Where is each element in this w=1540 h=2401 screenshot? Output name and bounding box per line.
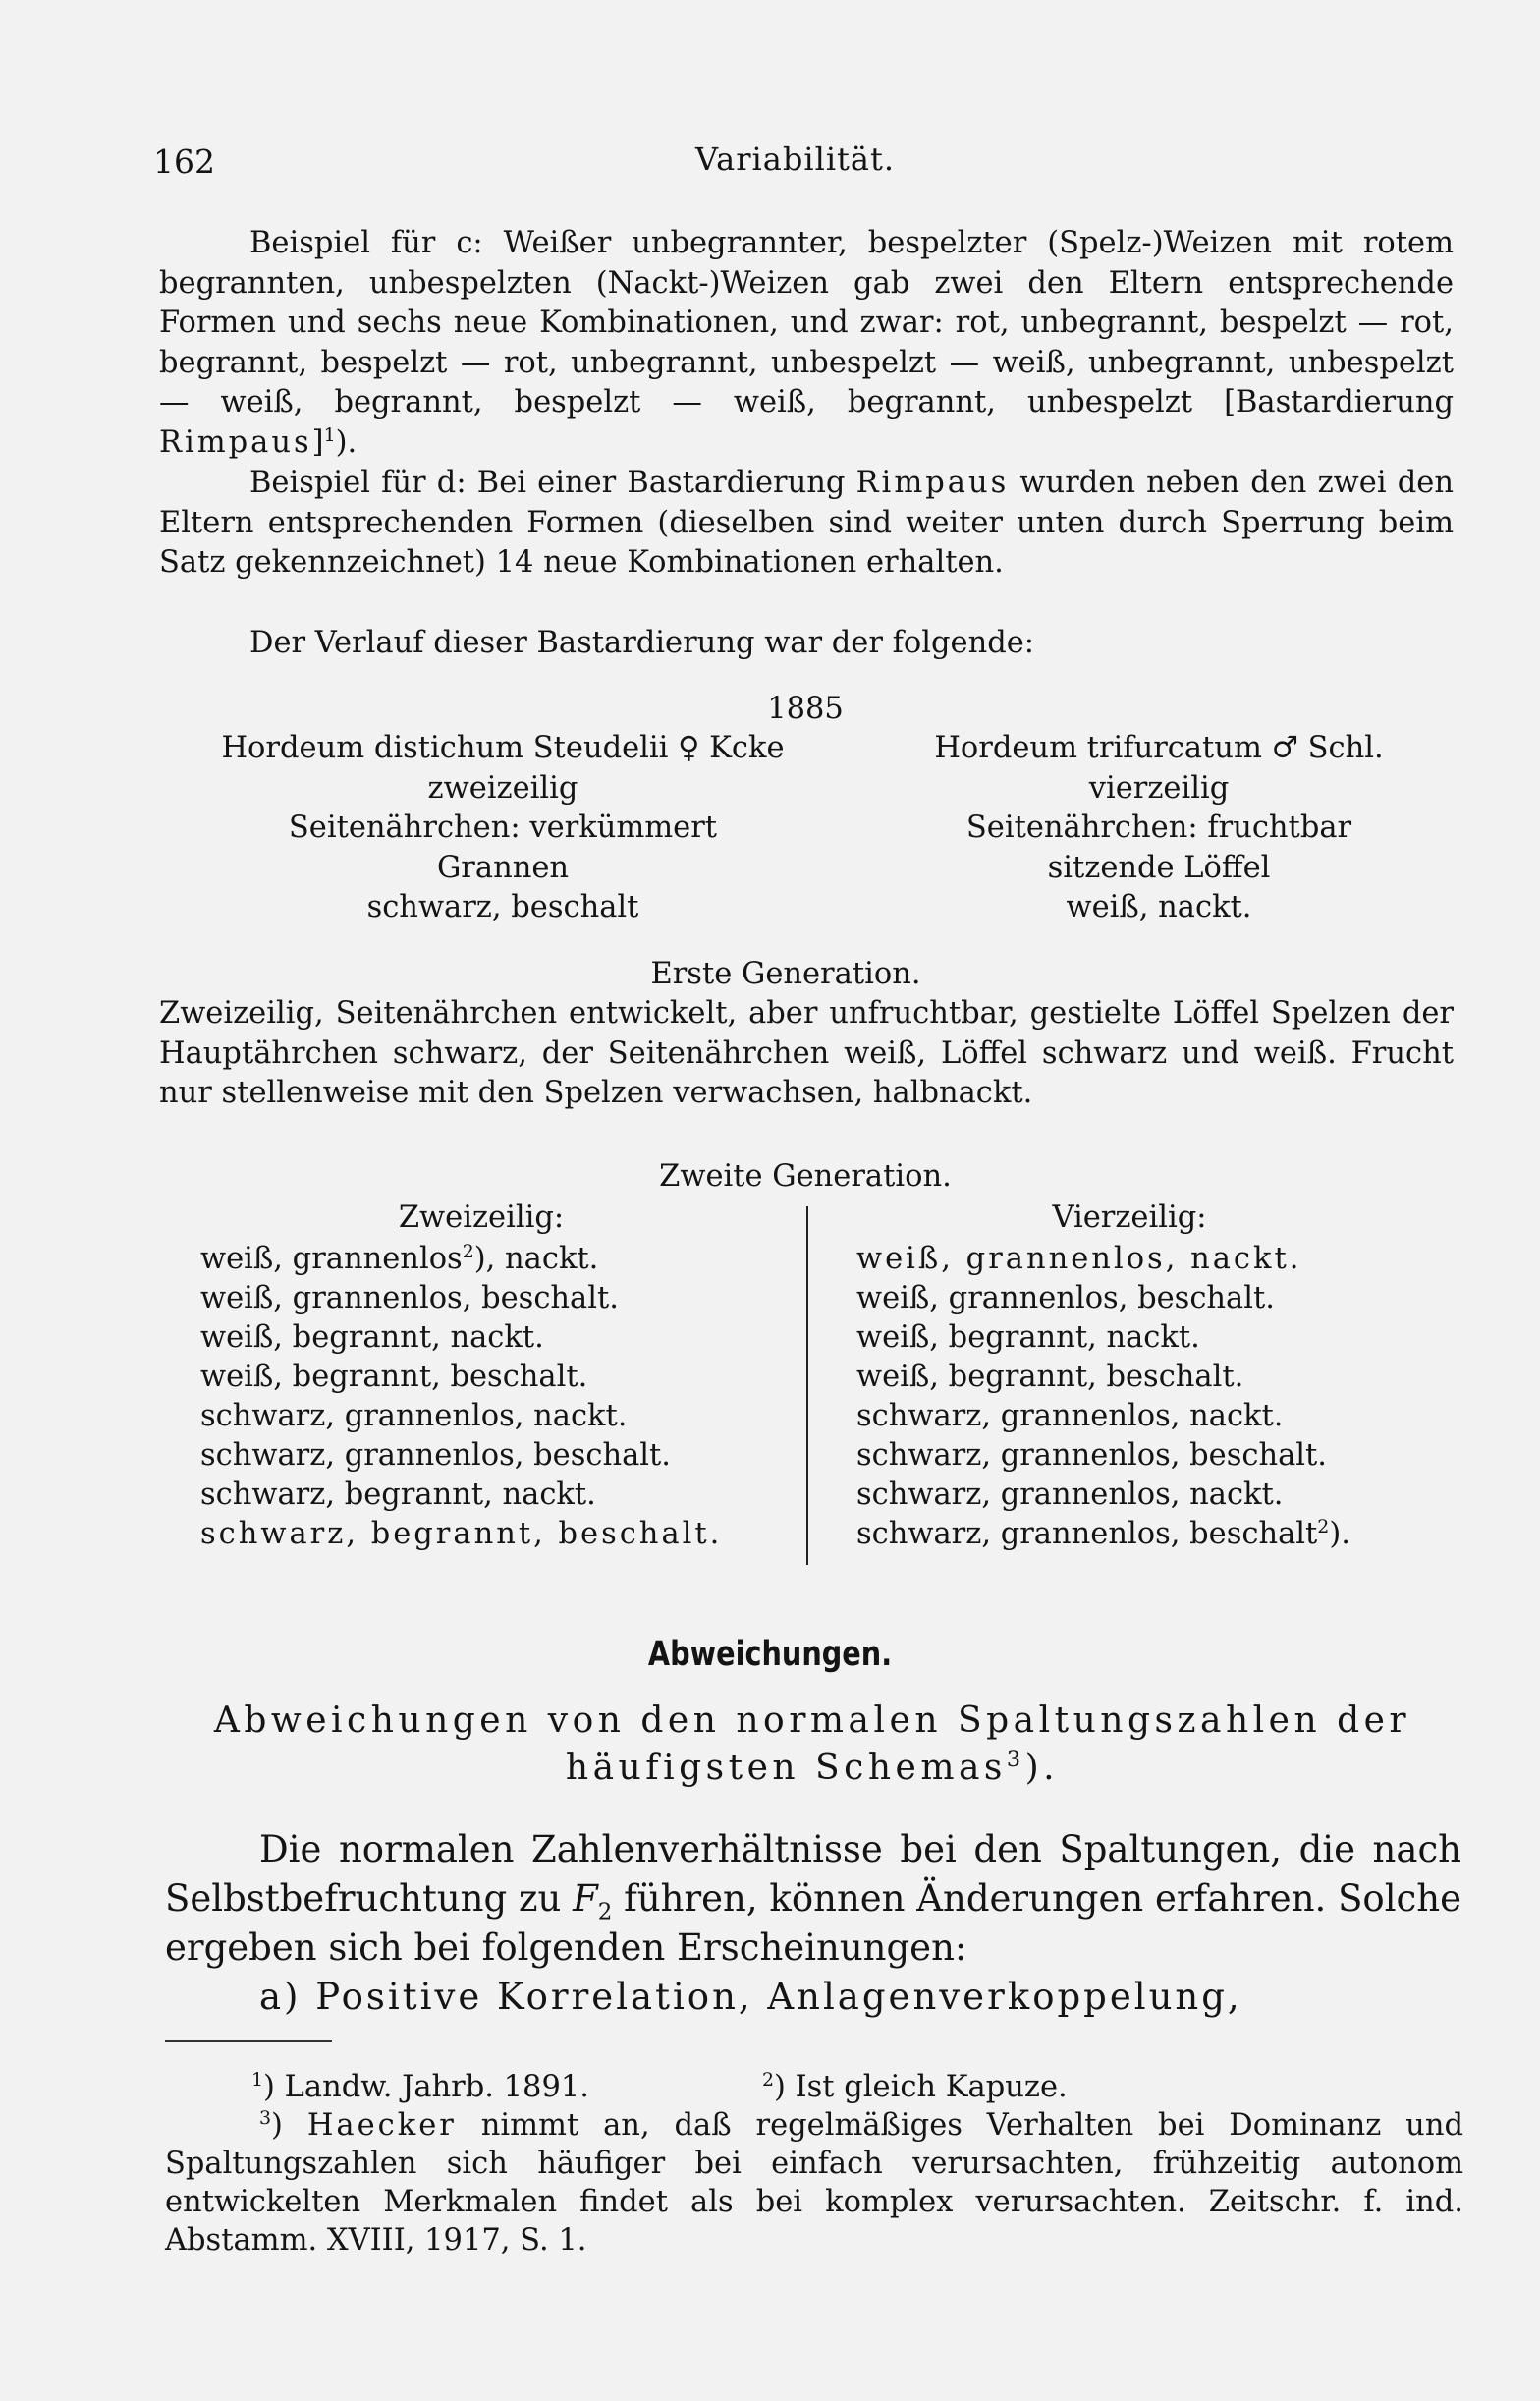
list-item [200, 1240, 722, 1279]
list-item: schwarz, grannenlos, nackt. [200, 1399, 628, 1433]
item-text: schwarz, grannenlos, beschalt [856, 1517, 1318, 1551]
author-name: Haecker [306, 2108, 457, 2143]
list-item: weiß, grannenlos, beschalt. [856, 1281, 1275, 1315]
paragraph-example-c [159, 224, 1454, 463]
item-tail: ). [1329, 1517, 1350, 1551]
example-d-text: Beispiel für d: Bei einer Bastardierung [249, 466, 856, 500]
list-item: schwarz, begrannt, nackt. [200, 1478, 596, 1512]
parent-line: Hordeum trifurcatum ♂ Schl. [934, 731, 1384, 765]
footnote-ref: 2 [1317, 1515, 1330, 1537]
footnote-rule [165, 2040, 332, 2042]
parent-line: zweizeilig [427, 770, 578, 806]
second-generation-heading: Zweite Generation. [659, 1159, 952, 1194]
parent-female [159, 729, 847, 928]
list-item: weiß, begrannt, beschalt. [200, 1360, 588, 1394]
vierzeilig-heading: Vierzeilig: [1052, 1200, 1207, 1235]
zweizeilig-heading: Zweizeilig: [398, 1200, 565, 1235]
text-tail: ). [335, 424, 358, 460]
list-item: weiß, grannenlos, beschalt. [200, 1281, 619, 1315]
body-text-2: führen, können Änderungen erfahren. Solche ergeben sich bei folgenden Erscheinungen: [165, 1877, 1461, 1969]
example-d-text-2: wurden neben den zwei den Eltern entsprechenden Formen (dieselben sind weiter unten durch Sperrung beim Satz gekennzeichnet) 14 neue Kombinationen erhalten. [159, 466, 1454, 580]
list-item: weiß, begrannt, beschalt. [856, 1360, 1244, 1394]
parent-line: schwarz, beschalt [366, 890, 639, 924]
footnote-ref: 3 [1006, 1747, 1025, 1772]
list-item: schwarz, grannenlos, nackt. [856, 1399, 1284, 1433]
page-number: 162 [153, 142, 215, 181]
footnote-mark: 1 [251, 2068, 264, 2091]
parent-line: weiß, nackt. [1066, 890, 1252, 924]
list-item-a: a) Positive Korrelation, Anlagenverkoppelung, [259, 1976, 1242, 2018]
list-item: schwarz, grannenlos, nackt. [856, 1478, 1284, 1512]
year: 1885 [767, 692, 844, 726]
subheading-tail: ). [1024, 1748, 1060, 1788]
footnote-ref: 2 [462, 1240, 474, 1262]
section-heading: Abweichungen. [647, 1635, 893, 1674]
section-subheading [159, 1698, 1465, 1792]
f2-subscript: 2 [597, 1899, 613, 1926]
item-text: weiß, grannenlos [200, 1242, 463, 1276]
list-item: weiß, grannenlos, nackt. [856, 1242, 1302, 1276]
author-name: Rimpaus [159, 424, 312, 460]
bracket-close: ] [311, 424, 324, 460]
running-head: Variabilität. [695, 140, 896, 178]
paragraph-verlauf [159, 624, 1454, 664]
list-item: weiß, begrannt, nackt. [856, 1320, 1200, 1355]
parent-line: vierzeilig [1088, 770, 1230, 806]
footnote-1: ) Landw. Jahrb. 1891. [263, 2070, 589, 2104]
parent-line: Hordeum distichum Steudelii ♀ Kcke [221, 731, 785, 765]
first-generation-text: Zweizeilig, Seitenährchen entwickelt, aber unfruchtbar, gestielte Löffel Spelzen der Hauptährchen schwarz, der Seitenährchen weiß, Löffel schwarz und weiß. Frucht nur stellenweise mit den Spelzen verwachsen, halbnackt. [159, 996, 1454, 1110]
footnote-ref: 1 [323, 423, 336, 446]
column-divider [806, 1206, 808, 1565]
list-item [856, 1515, 1350, 1554]
footnote-2: ) Ist gleich Kapuze. [774, 2070, 1068, 2104]
footnote-3: $^3$) Haecker nimmt an, daß regelmäßiges Verhalten bei Dominanz und Spaltungszahlen sich häufiger bei einfach verursachten, frühzeitig autonom entwickelten Merkmalen findet als bei komplex verursachten. Zeitschr. f. ind. Abstamm. XVIII, 1917, S. 1. [165, 2106, 1463, 2258]
parent-line: Grannen [436, 850, 570, 885]
first-generation-heading: Erste Generation. [650, 957, 921, 991]
vierzeilig-list [856, 1240, 1350, 1554]
verlauf-text: Der Verlauf dieser Bastardierung war der folgende: [249, 626, 1035, 660]
list-item: schwarz, grannenlos, beschalt. [200, 1438, 671, 1473]
f2-symbol: F [573, 1877, 598, 1920]
footnote-3-text: nimmt an, daß regelmäßiges Verhalten bei Dominanz und Spaltungszahlen sich häufiger bei einfach verursachten, frühzeitig autonom entwickelten Merkmalen findet als bei komplex verursachten. Zeitschr. f. ind. Abstamm. XVIII, 1917, S. 1. [165, 2108, 1463, 2258]
parent-line: sitzende Löffel [1047, 850, 1271, 885]
parent-line: Seitenährchen: fruchtbar [965, 810, 1352, 845]
list-item: weiß, begrannt, nackt. [200, 1320, 544, 1355]
footnote-mark: 3 [259, 2106, 272, 2129]
list-item: schwarz, begrannt, beschalt. [200, 1517, 723, 1551]
footnotes-1-2 [165, 2068, 1463, 2106]
example-c-text: Beispiel für c: Weißer unbegrannter, bespelzter (Spelz-)Weizen mit rotem begrannten, unbespelzten (Nackt-)Weizen gab zwei den Eltern entsprechende Formen und sechs neue Kombinationen, und zwar: rot, unbegrannt, bespelzt — rot, begrannt, bespelzt — rot, unbegrannt, unbespelzt — weiß, unbegrannt, unbespelzt — weiß, begrannt, bespelzt — weiß, begrannt, unbespelzt [Bastardierung [159, 226, 1454, 419]
item-tail: ), nackt. [473, 1242, 599, 1276]
zweizeilig-list [200, 1240, 722, 1554]
body-text: Die normalen Zahlenverhältnisse bei den Spaltungen, die nach Selbstbefruchtung zu [165, 1828, 1461, 1920]
body-paragraph [165, 1825, 1461, 2022]
footnote-mark: 2 [761, 2068, 775, 2091]
list-item: schwarz, grannenlos, beschalt. [856, 1438, 1327, 1473]
subheading-text: Abweichungen von den normalen Spaltungszahlen der häufigsten Schemas [213, 1701, 1411, 1788]
paragraph-example-d [159, 464, 1454, 584]
parent-line: Seitenährchen: verkümmert [288, 810, 718, 845]
author-name: Rimpaus [855, 466, 1010, 500]
parent-male [864, 729, 1454, 928]
